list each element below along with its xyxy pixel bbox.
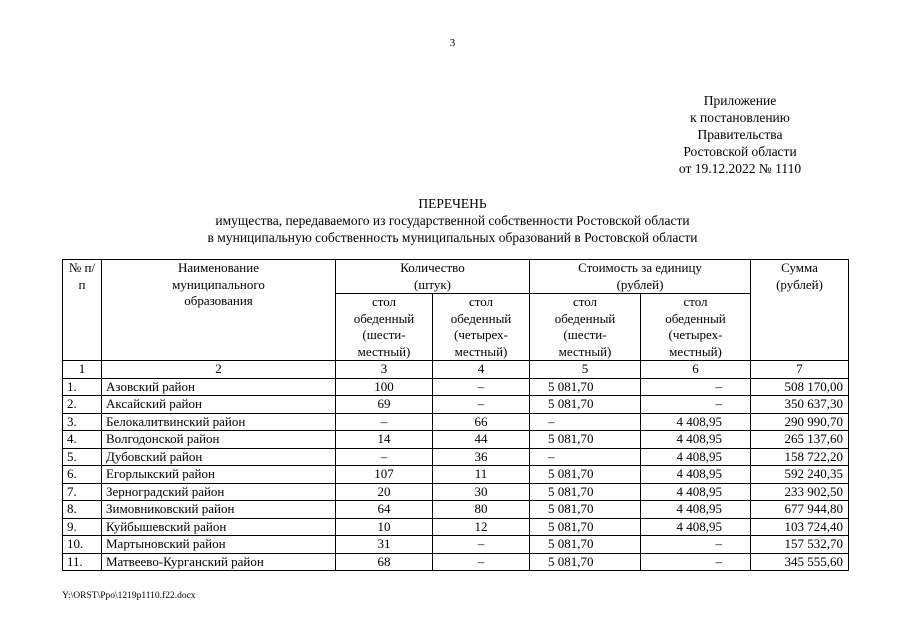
header-num-text: № п/п xyxy=(68,260,96,292)
table-row xyxy=(63,483,849,501)
table-cell: 31 xyxy=(336,536,433,554)
document-title xyxy=(0,195,905,246)
subheader-cost-six xyxy=(530,294,641,361)
table-cell: 5. xyxy=(63,448,102,466)
table-cell: 9. xyxy=(63,518,102,536)
table-cell: Мартыновский район xyxy=(102,536,336,554)
subheader-text: стол обеденный (четырех-местный) xyxy=(665,294,726,359)
appendix-block xyxy=(620,92,860,177)
table-cell: 69 xyxy=(336,396,433,414)
appendix-line: к постановлению xyxy=(690,110,790,125)
table-cell: 5 081,70 xyxy=(530,501,641,519)
table-cell: – xyxy=(433,536,530,554)
table-cell: – xyxy=(336,448,433,466)
header-num xyxy=(63,260,102,361)
table-cell: 6. xyxy=(63,466,102,484)
table-row xyxy=(63,536,849,554)
appendix-line: Приложение xyxy=(703,93,777,108)
column-number: 3 xyxy=(336,361,433,379)
table-cell: – xyxy=(641,536,751,554)
column-number-row xyxy=(63,361,849,379)
table-cell: 290 990,70 xyxy=(751,413,849,431)
table-cell: 508 170,00 xyxy=(751,378,849,396)
header-quantity-text: Количество (штук) xyxy=(400,260,465,292)
table-cell: 4 408,95 xyxy=(641,448,751,466)
table-cell: – xyxy=(530,413,641,431)
table-cell: 4 408,95 xyxy=(641,518,751,536)
appendix-line: Правительства xyxy=(697,127,783,142)
table-cell: 3. xyxy=(63,413,102,431)
table-cell: Зерноградский район xyxy=(102,483,336,501)
table-cell: – xyxy=(336,413,433,431)
table-cell: – xyxy=(641,378,751,396)
header-quantity xyxy=(336,260,530,294)
title-heading: ПЕРЕЧЕНЬ xyxy=(418,196,487,211)
table-cell: 1. xyxy=(63,378,102,396)
table-cell: Аксайский район xyxy=(102,396,336,414)
table-cell: 2. xyxy=(63,396,102,414)
table-cell: Азовский район xyxy=(102,378,336,396)
page-number: 3 xyxy=(449,37,456,49)
table-cell: – xyxy=(433,378,530,396)
subheader-cost-four xyxy=(641,294,751,361)
table-cell: – xyxy=(641,553,751,571)
header-name-text: Наименование муниципального образования xyxy=(172,260,265,308)
table-row xyxy=(63,378,849,396)
header-sum-text: Сумма (рублей) xyxy=(776,260,823,292)
header-sum xyxy=(751,260,849,361)
header-cost xyxy=(530,260,751,294)
file-path-footer: Y:\ORST\Ppo\1219p1110.f22.docx xyxy=(62,591,196,601)
subheader-text: стол обеденный (шести-местный) xyxy=(554,294,616,359)
table-cell: 345 555,60 xyxy=(751,553,849,571)
column-number: 6 xyxy=(641,361,751,379)
table-cell: 5 081,70 xyxy=(530,553,641,571)
table-row xyxy=(63,553,849,571)
table-row xyxy=(63,466,849,484)
table-row xyxy=(63,448,849,466)
table-cell: – xyxy=(530,448,641,466)
subheader-quantity-six xyxy=(336,294,433,361)
table-cell: 64 xyxy=(336,501,433,519)
header-cost-text: Стоимость за единицу (рублей) xyxy=(578,260,702,292)
table-row xyxy=(63,413,849,431)
table-cell: – xyxy=(641,396,751,414)
table-cell: 5 081,70 xyxy=(530,431,641,449)
title-line: в муниципальную собственность муниципальных образований в Ростовской области xyxy=(207,230,698,245)
table-cell: 4 408,95 xyxy=(641,431,751,449)
table-cell: 10. xyxy=(63,536,102,554)
table-cell: Волгодонской район xyxy=(102,431,336,449)
table-cell: 5 081,70 xyxy=(530,378,641,396)
table-cell: Белокалитвинский район xyxy=(102,413,336,431)
table-cell: 5 081,70 xyxy=(530,396,641,414)
table-cell: 592 240,35 xyxy=(751,466,849,484)
appendix-line: Ростовской области xyxy=(683,144,797,159)
table-cell: 66 xyxy=(433,413,530,431)
title-line: имущества, передаваемого из государственной собственности Ростовской области xyxy=(215,213,690,228)
table-cell: 233 902,50 xyxy=(751,483,849,501)
subheader-quantity-four xyxy=(433,294,530,361)
column-number: 5 xyxy=(530,361,641,379)
table-cell: 14 xyxy=(336,431,433,449)
table-cell: 157 532,70 xyxy=(751,536,849,554)
table-row xyxy=(63,501,849,519)
table-cell: 4 408,95 xyxy=(641,466,751,484)
table-cell: 20 xyxy=(336,483,433,501)
appendix-line: от 19.12.2022 № 1110 xyxy=(678,161,802,176)
table-cell: 80 xyxy=(433,501,530,519)
table-cell: 5 081,70 xyxy=(530,536,641,554)
property-table xyxy=(62,259,849,571)
table-cell: 265 137,60 xyxy=(751,431,849,449)
table-cell: 44 xyxy=(433,431,530,449)
column-number: 1 xyxy=(63,361,102,379)
table-cell: 4 408,95 xyxy=(641,413,751,431)
table-cell: Зимовниковский район xyxy=(102,501,336,519)
table-cell: 350 637,30 xyxy=(751,396,849,414)
table-cell: – xyxy=(433,553,530,571)
table-cell: 5 081,70 xyxy=(530,483,641,501)
header-name xyxy=(102,260,336,361)
table-row xyxy=(63,518,849,536)
table-cell: 11 xyxy=(433,466,530,484)
column-number: 4 xyxy=(433,361,530,379)
table-cell: 68 xyxy=(336,553,433,571)
table-row xyxy=(63,396,849,414)
table-cell: 677 944,80 xyxy=(751,501,849,519)
table-cell: 107 xyxy=(336,466,433,484)
table-cell: 36 xyxy=(433,448,530,466)
table-cell: 8. xyxy=(63,501,102,519)
column-number: 2 xyxy=(102,361,336,379)
table-cell: 103 724,40 xyxy=(751,518,849,536)
table-cell: 5 081,70 xyxy=(530,518,641,536)
table-cell: Матвеево-Курганский район xyxy=(102,553,336,571)
subheader-text: стол обеденный (шести-местный) xyxy=(353,294,415,359)
table-cell: 10 xyxy=(336,518,433,536)
table-cell: 30 xyxy=(433,483,530,501)
table-cell: 158 722,20 xyxy=(751,448,849,466)
table-cell: 12 xyxy=(433,518,530,536)
table-cell: 5 081,70 xyxy=(530,466,641,484)
table-cell: Куйбышевский район xyxy=(102,518,336,536)
column-number: 7 xyxy=(751,361,849,379)
subheader-text: стол обеденный (четырех-местный) xyxy=(450,294,512,359)
table-cell: 100 xyxy=(336,378,433,396)
table-cell: Егорлыкский район xyxy=(102,466,336,484)
table-cell: Дубовский район xyxy=(102,448,336,466)
table-cell: 4 408,95 xyxy=(641,483,751,501)
table-cell: 7. xyxy=(63,483,102,501)
table-row xyxy=(63,431,849,449)
table-cell: 4. xyxy=(63,431,102,449)
table-cell: – xyxy=(433,396,530,414)
table-cell: 4 408,95 xyxy=(641,501,751,519)
table-cell: 11. xyxy=(63,553,102,571)
